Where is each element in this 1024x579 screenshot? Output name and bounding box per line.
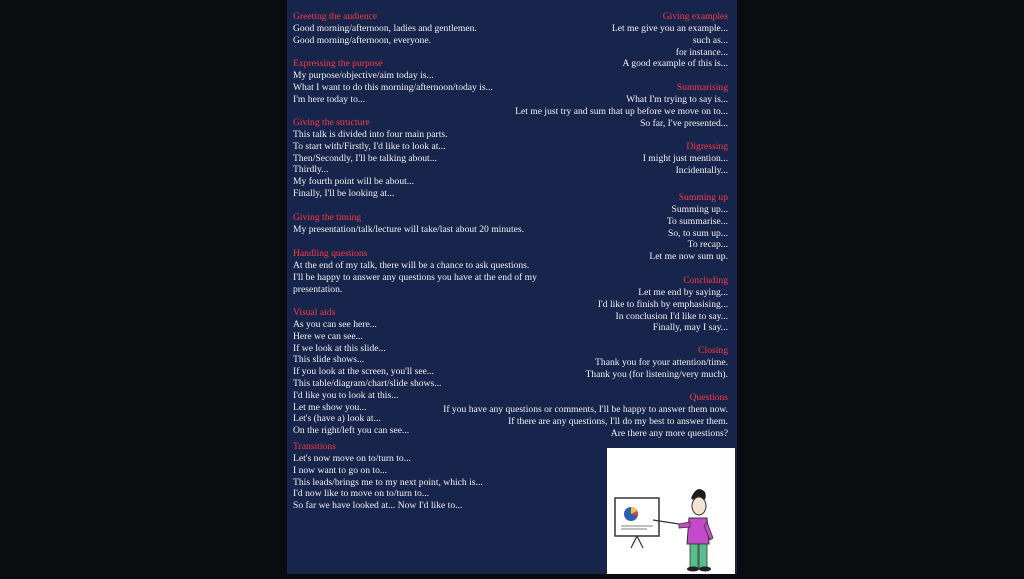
section-heading: Giving the timing	[293, 212, 362, 223]
phrase-line: Let me end by saying...	[638, 287, 728, 298]
phrase-line: Here we can see...	[293, 330, 363, 342]
phrase-line: What I want to do this morning/afternoon/today is...	[293, 81, 493, 93]
phrase-line: My presentation/talk/lecture will take/last about 20 minutes.	[293, 224, 524, 235]
phrase-line: Let me just try and sum that up before we move on to...	[515, 105, 728, 117]
phrase-line: Summing up...	[671, 204, 728, 215]
phrase-line: On the right/left you can see...	[293, 425, 410, 437]
section-closing	[398, 345, 728, 381]
phrase-line: I might just mention...	[642, 153, 728, 164]
phrase-line: This leads/brings me to my next point, which is...	[293, 476, 483, 488]
section-summarising	[398, 82, 728, 129]
phrase-line: Are there any more questions?	[610, 427, 728, 439]
phrase-line: As you can see here...	[293, 319, 377, 330]
phrase-line: If there are any questions, I'll do my best to answer them.	[508, 415, 728, 427]
phrase-line: for instance...	[675, 46, 728, 58]
phrase-line: At the end of my talk, there will be a chance to ask questions.	[293, 260, 530, 271]
presentation-phrases-panel	[287, 0, 737, 574]
phrase-line: Good morning/afternoon, ladies and gentlemen.	[293, 23, 477, 34]
section-heading: Giving examples	[662, 11, 728, 22]
phrase-line: This table/diagram/chart/slide shows...	[293, 377, 442, 389]
phrase-line: If we look at this slide...	[293, 342, 386, 354]
phrase-line: So far we have looked at... Now I'd like to...	[293, 500, 463, 512]
section-summing-up	[398, 192, 728, 263]
phrase-line: Then/Secondly, I'll be talking about...	[293, 152, 437, 164]
section-heading: Visual aids	[293, 307, 336, 318]
presenter-pointing-at-chart-icon	[607, 448, 735, 574]
phrase-line: Let's now move on to/turn to...	[293, 453, 411, 464]
phrase-line: Thank you for your attention/time.	[595, 357, 728, 368]
phrase-line: If you have any questions or comments, I'll be happy to answer them now.	[443, 404, 728, 415]
section-transitions	[293, 441, 593, 512]
section-giving-examples	[398, 11, 728, 70]
section-heading: Summarising	[676, 82, 728, 93]
phrase-line: So far, I've presented...	[640, 117, 728, 129]
section-digressing	[398, 141, 728, 177]
section-heading: Closing	[698, 345, 728, 356]
phrase-line: I'd now like to move on to/turn to...	[293, 488, 430, 500]
phrase-line: I'd like to finish by emphasising...	[597, 298, 728, 310]
phrase-line: What I'm trying to say is...	[626, 94, 728, 105]
section-heading: Transitions	[293, 441, 336, 452]
phrase-line: My purpose/objective/aim today is...	[293, 70, 434, 81]
phrase-line: presentation.	[293, 283, 343, 295]
phrase-line: Let me give you an example...	[611, 23, 728, 34]
section-concluding	[398, 275, 728, 334]
section-heading: Digressing	[686, 141, 728, 152]
phrase-line: So, to sum up...	[668, 227, 728, 239]
section-heading: Handling questions	[293, 248, 368, 259]
phrase-line: such as...	[692, 34, 728, 46]
phrase-line: I'm here today to...	[293, 93, 366, 105]
phrase-line: This talk is divided into four main parts.	[293, 129, 448, 140]
phrase-line: Thank you (for listening/very much).	[585, 368, 728, 380]
phrase-line: To start with/Firstly, I'd like to look at...	[293, 140, 446, 152]
section-heading: Greeting the audience	[293, 11, 378, 22]
phrase-line: Let's (have a) look at...	[293, 413, 381, 425]
phrase-line: Let me show you...	[293, 401, 367, 413]
phrase-line: In conclusion I'd like to say...	[615, 310, 728, 322]
phrase-line: Good morning/afternoon, everyone.	[293, 34, 432, 46]
phrase-line: I'll be happy to answer any questions you have at the end of my	[293, 271, 537, 283]
phrase-line: Let me now sum up.	[649, 251, 728, 263]
section-heading: Questions	[689, 392, 728, 403]
phrase-line: To recap...	[687, 239, 728, 251]
section-heading: Giving the structure	[293, 117, 370, 128]
phrase-line: Finally, may I say...	[652, 322, 728, 334]
phrase-line: Thirdly...	[293, 164, 329, 176]
section-heading: Expressing the purpose	[293, 58, 383, 69]
phrase-line: A good example of this is...	[622, 58, 728, 70]
phrase-line: Incidentally...	[675, 164, 728, 176]
phrase-line: This slide shows...	[293, 354, 365, 366]
section-heading: Concluding	[683, 275, 728, 286]
phrase-line: To summarise...	[666, 215, 728, 227]
phrase-line: I'd like you to look at this...	[293, 389, 399, 401]
phrase-line: Finally, I'll be looking at...	[293, 187, 395, 199]
phrase-line: If you look at the screen, you'll see...	[293, 366, 435, 378]
phrase-line: My fourth point will be about...	[293, 176, 414, 188]
section-heading: Summing up	[678, 192, 728, 203]
section-questions	[388, 392, 728, 439]
presenter-illustration	[607, 448, 735, 574]
phrase-line: I now want to go on to...	[293, 464, 388, 476]
